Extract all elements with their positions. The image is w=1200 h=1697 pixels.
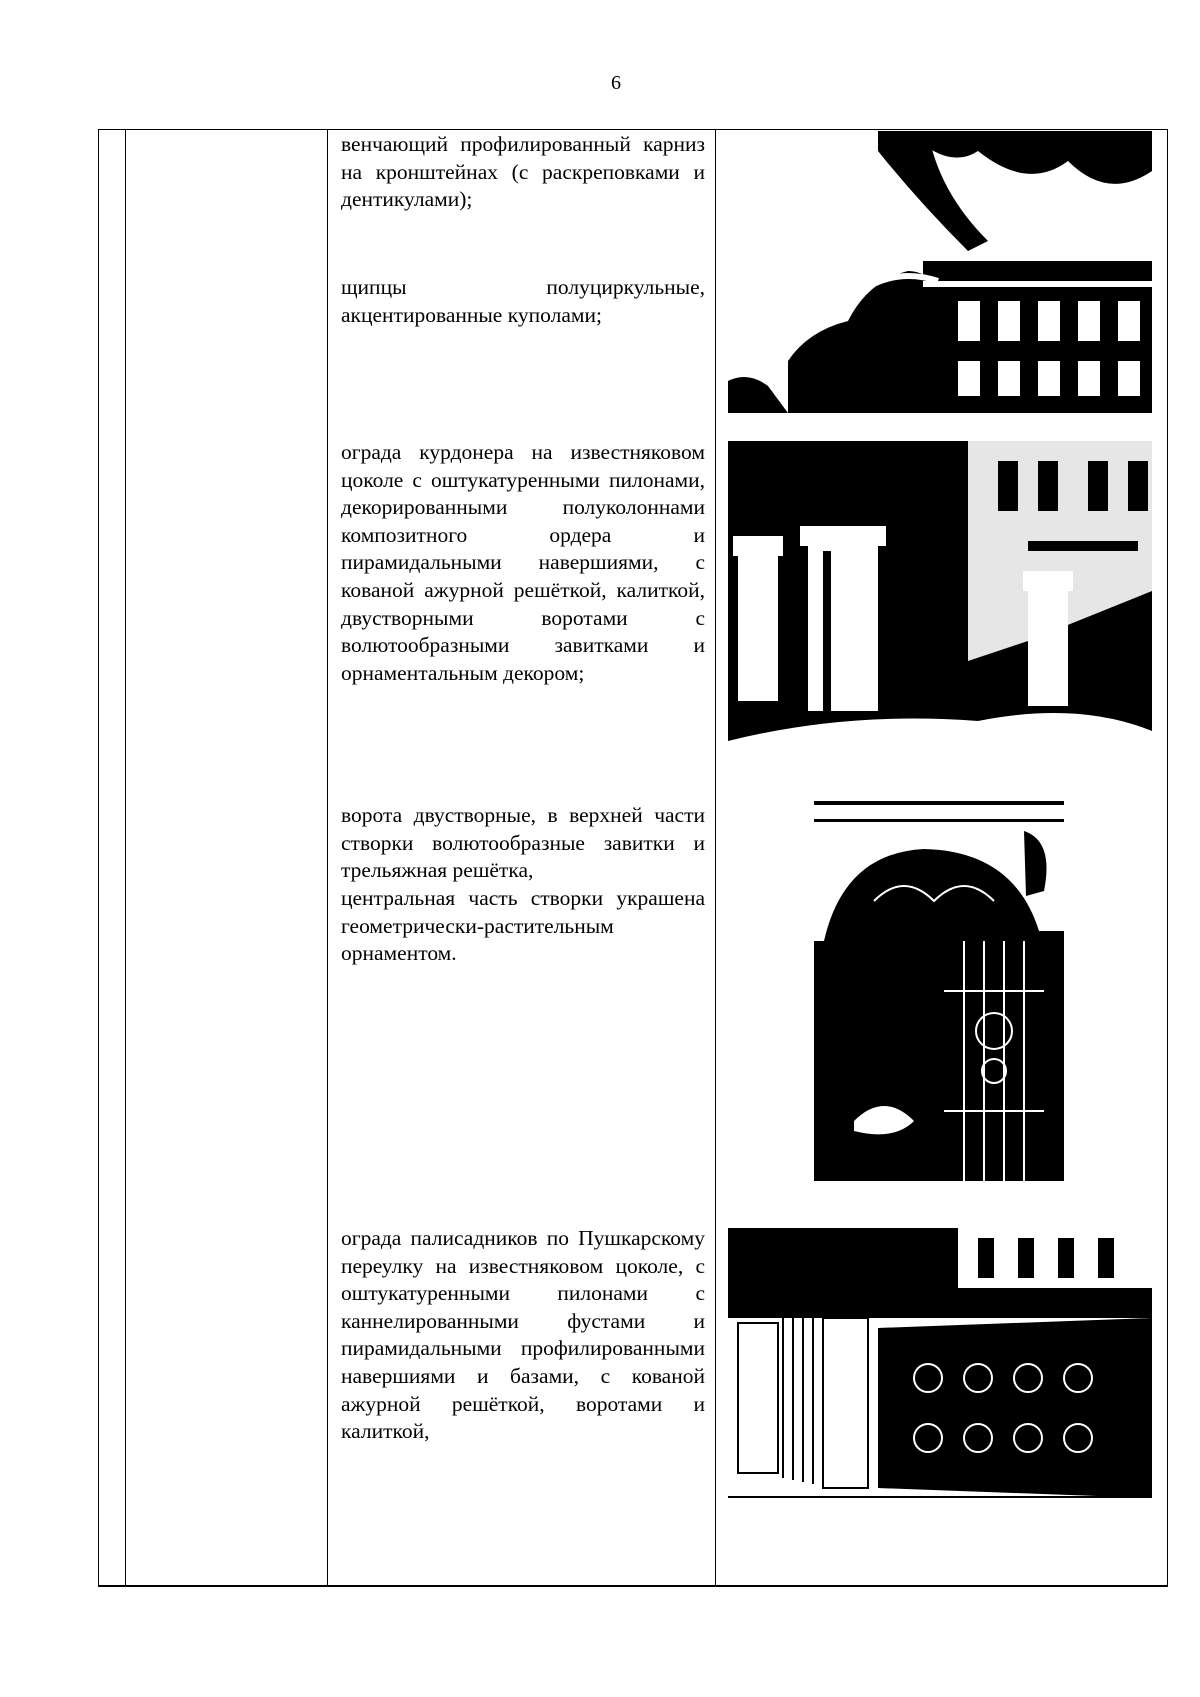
cornice-description: венчающий профилированный карниз на кронштейнах (с раскреповками и дентикулами); xyxy=(341,132,705,212)
building-facade-photo xyxy=(728,131,1152,413)
courtyard-fence-photo xyxy=(728,441,1152,759)
column-divider xyxy=(125,129,126,1587)
gate-center-description: центральная часть створки украшена геометрически-растительным орнаментом. xyxy=(341,886,705,966)
arched-gate-photo xyxy=(814,791,1064,1193)
garden-fence-description: ограда палисадников по Пушкарскому переулку на известняковом цоколе, с оштукатуренными пилонами с каннелированными фустами и пирамидальными профилированными навершиями и базами, с кованой ажурной решёткой, воротами и калиткой, xyxy=(341,1226,705,1444)
courtyard-fence-description: ограда курдонера на известняковом цоколе с оштукатуренными пилонами, декорированными полуколоннами композитного ордера и пирамидальными навершиями, с кованой ажурной решёткой, калиткой, двустворными воротами с волютообразными завитками и орнаментальным декором; xyxy=(341,440,705,685)
column-divider xyxy=(715,129,716,1587)
page-number: 6 xyxy=(611,72,621,94)
gate-upper-description: ворота двустворные, в верхней части створки волютообразные завитки и трельяжная решётка, xyxy=(341,803,705,883)
column-divider xyxy=(327,129,328,1587)
svg-text:Ci: Ci xyxy=(843,668,859,685)
gables-description: щипцы полуциркульные, акцентированные куполами; xyxy=(341,275,705,327)
front-garden-fence-photo xyxy=(728,1228,1152,1508)
